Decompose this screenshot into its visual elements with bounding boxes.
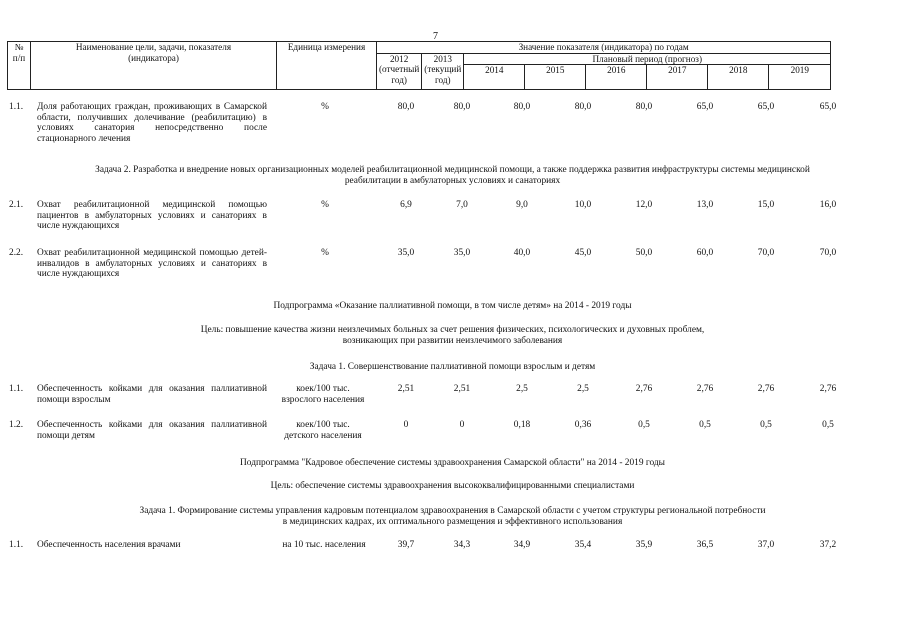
header-year-2017: 2017 xyxy=(647,65,708,90)
row-d0-v2013: 34,3 xyxy=(453,540,471,550)
row-c0-name: Обеспеченность койками для оказания паллиативной помощи взрослым xyxy=(37,384,267,405)
row-b1-unit: % xyxy=(321,248,329,258)
row-d0-v2016: 35,9 xyxy=(635,540,653,550)
row-c0-v2018: 2,76 xyxy=(757,384,775,394)
row-d0-unit: на 10 тыс. населения xyxy=(282,540,366,550)
subprogram2-goal: Цель: обеспечение системы здравоохранения высококвалифицированными специалистами xyxy=(270,481,635,491)
row-c1-name: Обеспеченность койками для оказания паллиативной помощи детям xyxy=(37,420,267,441)
row-c0-num: 1.1. xyxy=(9,384,24,394)
row-a0-v2012: 80,0 xyxy=(397,102,415,112)
row-d0-v2018: 37,0 xyxy=(757,540,775,550)
row-a0-name: Доля работающих граждан, проживающих в Самарской области, получивших долечивание (реабилитацию) в условиях санатория непосредственно после стационарного лечения xyxy=(37,102,267,144)
row-c0-unit: коек/100 тыс. взрослого населения xyxy=(281,384,365,405)
row-c0-v2019: 2,76 xyxy=(819,384,837,394)
header-year-2012: 2012 (отчетный год) xyxy=(377,53,422,90)
row-c1-v2013: 0 xyxy=(459,420,465,430)
row-b0-v2017: 13,0 xyxy=(696,200,714,210)
header-year-2013: 2013 (текущий год) xyxy=(422,53,464,90)
row-b0-unit: % xyxy=(321,200,329,210)
row-b0-v2012: 6,9 xyxy=(400,200,412,210)
row-c0-v2013: 2,51 xyxy=(453,384,471,394)
row-a0-v2013: 80,0 xyxy=(453,102,471,112)
row-b1-num: 2.2. xyxy=(9,248,24,258)
row-d0-v2019: 37,2 xyxy=(819,540,837,550)
row-c1-unit: коек/100 тыс. детского населения xyxy=(284,420,362,441)
row-c1-v2012: 0 xyxy=(403,420,409,430)
row-c0-v2016: 2,76 xyxy=(635,384,653,394)
row-b1-v2012: 35,0 xyxy=(397,248,415,258)
row-a0-num: 1.1. xyxy=(9,102,24,112)
row-c1-num: 1.2. xyxy=(9,420,24,430)
row-a0-v2018: 65,0 xyxy=(757,102,775,112)
task2-heading: Задача 2. Разработка и внедрение новых организационных моделей реабилитационной медицинской помощи, а также поддержка развития инфраструктуры системы медицинской реабилитации в амбулаторных условиях и санаториях xyxy=(95,165,810,186)
row-a0-v2014: 80,0 xyxy=(513,102,531,112)
page-number: 7 xyxy=(433,31,438,42)
row-b1-name: Охват реабилитационной медицинской помощью детей-инвалидов в амбулаторных условиях и санаториях в числе нуждающихся xyxy=(37,248,267,280)
row-c1-v2016: 0,5 xyxy=(638,420,650,430)
row-a0-v2016: 80,0 xyxy=(635,102,653,112)
row-b1-v2018: 70,0 xyxy=(757,248,775,258)
row-b0-num: 2.1. xyxy=(9,200,24,210)
row-a0-unit: % xyxy=(321,102,329,112)
row-a0-v2019: 65,0 xyxy=(819,102,837,112)
header-num: № п/п xyxy=(8,42,31,90)
header-year-2014: 2014 xyxy=(464,65,525,90)
row-c0-v2014: 2,5 xyxy=(516,384,528,394)
row-b1-v2013: 35,0 xyxy=(453,248,471,258)
subprogram1-task1: Задача 1. Совершенствование паллиативной помощи взрослым и детям xyxy=(309,362,596,372)
row-b1-v2019: 70,0 xyxy=(819,248,837,258)
header-year-2016: 2016 xyxy=(586,65,647,90)
row-c1-v2015: 0,36 xyxy=(574,420,592,430)
header-plan-period: Плановый период (прогноз) xyxy=(464,53,831,65)
header-year-2015: 2015 xyxy=(525,65,586,90)
row-b1-v2014: 40,0 xyxy=(513,248,531,258)
row-c1-v2018: 0,5 xyxy=(760,420,772,430)
row-b0-v2016: 12,0 xyxy=(635,200,653,210)
row-b0-v2019: 16,0 xyxy=(819,200,837,210)
row-d0-v2014: 34,9 xyxy=(513,540,531,550)
header-values-group: Значение показателя (индикатора) по годам xyxy=(377,42,831,54)
subprogram1-goal: Цель: повышение качества жизни неизлечимых больных за счет решения физических, психологических и духовных проблем, возникающих при развитии неизлечимого заболевания xyxy=(200,325,705,346)
row-c1-v2019: 0,5 xyxy=(822,420,834,430)
row-b1-v2017: 60,0 xyxy=(696,248,714,258)
subprogram2-heading: Подпрограмма "Кадровое обеспечение системы здравоохранения Самарской области" на 2014 - 2019 годы xyxy=(240,458,665,468)
row-a0-v2017: 65,0 xyxy=(696,102,714,112)
row-d0-v2015: 35,4 xyxy=(574,540,592,550)
header-name: Наименование цели, задачи, показателя (индикатора) xyxy=(31,42,277,90)
header-year-2019: 2019 xyxy=(769,65,831,90)
row-d0-v2017: 36,5 xyxy=(696,540,714,550)
row-b0-v2014: 9,0 xyxy=(516,200,528,210)
header-unit: Единица измерения xyxy=(277,42,377,90)
indicator-table-header xyxy=(7,41,831,90)
row-b0-v2018: 15,0 xyxy=(757,200,775,210)
row-c0-v2015: 2,5 xyxy=(577,384,589,394)
row-c1-v2014: 0,18 xyxy=(513,420,531,430)
subprogram1-heading: Подпрограмма «Оказание паллиативной помощи, в том числе детям» на 2014 - 2019 годы xyxy=(273,301,632,311)
row-c0-v2012: 2,51 xyxy=(397,384,415,394)
row-c1-v2017: 0,5 xyxy=(699,420,711,430)
row-b1-v2015: 45,0 xyxy=(574,248,592,258)
row-b0-v2015: 10,0 xyxy=(574,200,592,210)
row-b1-v2016: 50,0 xyxy=(635,248,653,258)
row-d0-v2012: 39,7 xyxy=(397,540,415,550)
header-year-2018: 2018 xyxy=(708,65,769,90)
row-d0-name: Обеспеченность населения врачами xyxy=(37,540,181,550)
subprogram2-task1: Задача 1. Формирование системы управления кадровым потенциалом здравоохранения в Самарской области с учетом структуры региональной потребности в медицинских кадрах, их оптимального размещения и эффективного использования xyxy=(139,506,766,527)
row-a0-v2015: 80,0 xyxy=(574,102,592,112)
row-b0-v2013: 7,0 xyxy=(456,200,468,210)
row-c0-v2017: 2,76 xyxy=(696,384,714,394)
row-d0-num: 1.1. xyxy=(9,540,24,550)
row-b0-name: Охват реабилитационной медицинской помощью пациентов в амбулаторных условиях и санаториях в числе нуждающихся xyxy=(37,200,267,232)
